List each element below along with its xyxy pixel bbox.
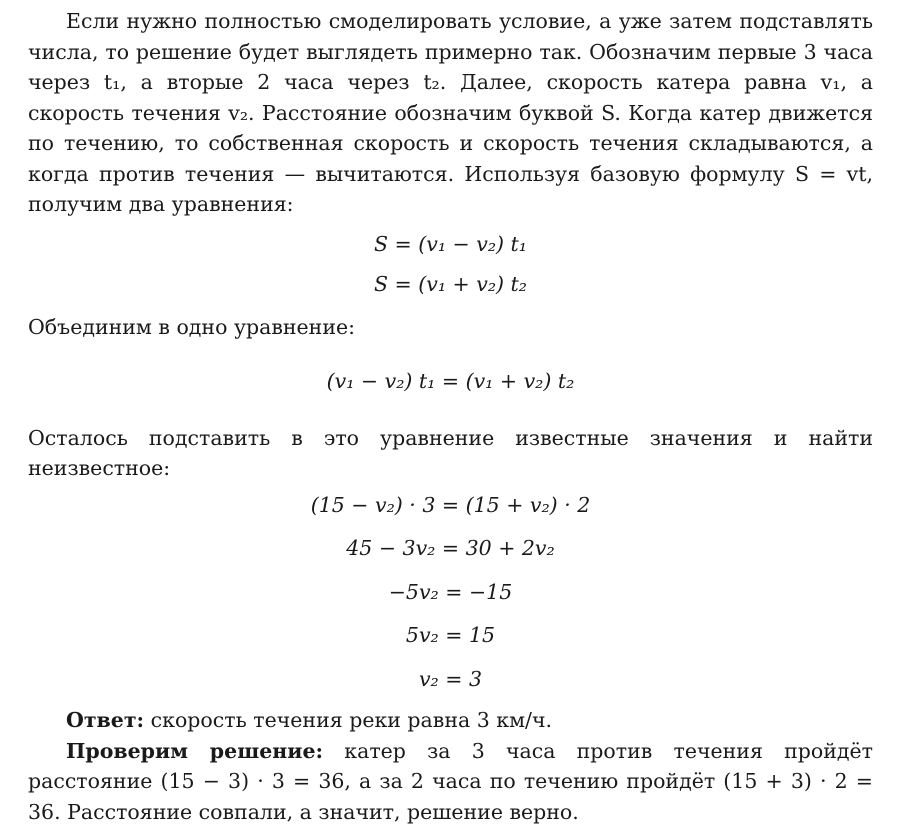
substitute-paragraph: Осталось подставить в это уравнение известные значения и найти неизвестное:: [28, 423, 873, 484]
solution-step: 5v₂ = 15: [28, 614, 873, 658]
solution-step: v₂ = 3: [28, 658, 873, 702]
check-text: катер за 3 часа против течения пройдёт расстояние (15 − 3) · 3 = 36, а за 2 часа по течению пройдёт (15 + 3) · 2 = 36. Расстояние совпали, а значит, решение верно.: [28, 739, 873, 824]
solution-step: 45 − 3v₂ = 30 + 2v₂: [28, 527, 873, 571]
check-paragraph: [28, 736, 873, 827]
solution-step: −5v₂ = −15: [28, 571, 873, 615]
combine-label: Объединим в одно уравнение:: [28, 312, 873, 343]
intro-paragraph: Если нужно полностью смоделировать условие, а уже затем подставлять числа, то решение будет выглядеть примерно так. Обозначим первые 3 часа через t₁, а вторые 2 часа через t₂. Далее, скорость катера равна v₁, а скорость течения v₂. Расстояние обозначим буквой S. Когда катер движется по течению, то собственная скорость и скорость течения складываются, а когда против течения — вычитаются. Используя базовую формулу S = vt, получим два уравнения:: [28, 6, 873, 220]
check-label: Проверим решение:: [66, 739, 323, 763]
document-page: [28, 6, 873, 827]
answer-paragraph: [28, 705, 873, 736]
equation-downstream-upstream-1: S = (v₁ − v₂) t₁: [28, 224, 873, 264]
answer-text: скорость течения реки равна 3 км/ч.: [151, 708, 552, 732]
solution-step: (15 − v₂) · 3 = (15 + v₂) · 2: [28, 484, 873, 528]
answer-label: Ответ:: [66, 708, 144, 732]
solution-steps: [28, 484, 873, 702]
equation-downstream-upstream-2: S = (v₁ + v₂) t₂: [28, 264, 873, 304]
combined-equation: (v₁ − v₂) t₁ = (v₁ + v₂) t₂: [28, 366, 873, 397]
equation-system: [28, 224, 873, 304]
